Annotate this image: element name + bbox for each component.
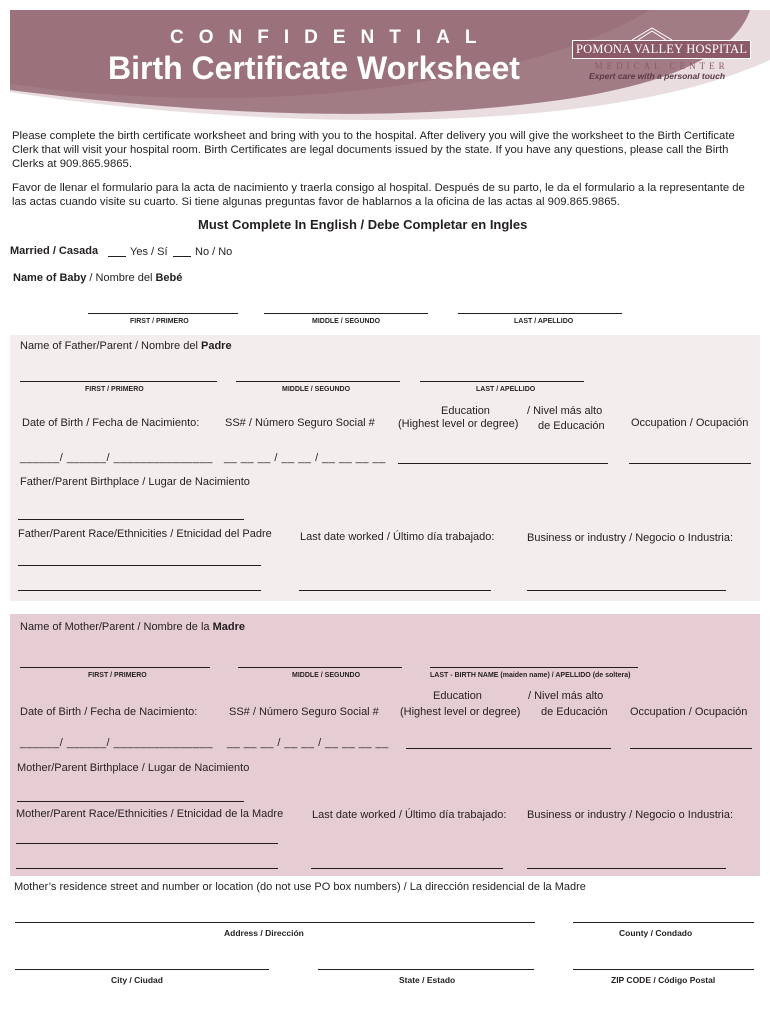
father-business-field[interactable]	[527, 590, 726, 591]
father-dob-label: Date of Birth / Fecha de Nacimiento:	[22, 417, 200, 429]
father-section	[10, 335, 760, 601]
mother-ssn-field[interactable]: __ __ __ / __ __ / __ __ __ __	[227, 737, 389, 749]
logo-subtitle: MEDICAL CENTER	[594, 61, 729, 71]
logo-tagline: Expert care with a personal touch	[589, 71, 726, 81]
intro-english: Please complete the birth certificate worksheet and bring with you to the hospital. After delivery you will give the worksheet to the Birth Certificate Clerk that will visit your hospital room. Birth Certificates are legal documents issued by the state. If you have any questions, please call the Birth Clerks at 909.865.9865.	[12, 130, 735, 170]
married-yes-blank[interactable]	[108, 256, 126, 257]
father-race-field-2[interactable]	[18, 590, 261, 591]
married-yes-label: Yes / Sí	[130, 246, 168, 258]
baby-first-field[interactable]	[88, 313, 238, 314]
mother-last-field[interactable]	[430, 667, 638, 668]
baby-last-caption: LAST / APELLIDO	[514, 318, 574, 325]
zip-field[interactable]	[573, 969, 754, 970]
county-field[interactable]	[573, 922, 754, 923]
mother-birthplace-label: Mother/Parent Birthplace / Lugar de Nacimiento	[17, 762, 250, 774]
mother-race-label: Mother/Parent Race/Ethnicities / Etnicidad de la Madre	[16, 808, 284, 820]
must-complete-heading: Must Complete In English / Debe Completar en Ingles	[198, 217, 528, 232]
mother-first-caption: FIRST / PRIMERO	[88, 672, 147, 679]
father-middle-caption: MIDDLE / SEGUNDO	[282, 386, 351, 393]
father-nivel-label: / Nivel más alto	[527, 405, 603, 417]
baby-middle-field[interactable]	[264, 313, 428, 314]
father-first-caption: FIRST / PRIMERO	[85, 386, 144, 393]
married-no-blank[interactable]	[173, 256, 191, 257]
mother-middle-field[interactable]	[238, 667, 402, 668]
father-nivel-sub: de Educación	[538, 420, 605, 432]
father-ssn-field[interactable]: __ __ __ / __ __ / __ __ __ __	[224, 452, 386, 464]
mother-business-field[interactable]	[527, 868, 726, 869]
father-occupation-label: Occupation / Ocupación	[631, 417, 749, 429]
father-race-field-1[interactable]	[18, 565, 261, 566]
mother-education-label: Education	[433, 690, 482, 702]
father-birthplace-field[interactable]	[18, 519, 244, 520]
city-field[interactable]	[15, 969, 269, 970]
married-no-label: No / No	[195, 246, 233, 258]
city-caption: City / Ciudad	[111, 975, 163, 985]
father-last-caption: LAST / APELLIDO	[476, 386, 536, 393]
zip-caption: ZIP CODE / Código Postal	[611, 975, 716, 985]
intro-spanish: Favor de llenar el formulario para la acta de nacimiento y traerla consigo al hospital. Después de su parto, le da el formulario a la representante de las actas cuando visite su cuarto. Si tiene algunas preguntas favor de hablarnos a la oficina de las actas al 909.865.9865.	[12, 182, 745, 208]
logo-name: POMONA VALLEY HOSPITAL	[572, 40, 751, 59]
mother-race-field-1[interactable]	[16, 843, 278, 844]
father-education-label: Education	[441, 405, 490, 417]
father-education-sub: (Highest level or degree)	[398, 418, 519, 430]
logo-rays-icon	[572, 26, 732, 40]
mother-last-caption: LAST - BIRTH NAME (maiden name) / APELLIDO (de soltera)	[430, 672, 631, 679]
mother-first-field[interactable]	[20, 667, 210, 668]
mother-business-label: Business or industry / Negocio o Industria:	[527, 809, 734, 821]
father-education-field[interactable]	[398, 463, 608, 464]
hospital-logo	[572, 40, 751, 71]
baby-first-caption: FIRST / PRIMERO	[130, 318, 189, 325]
page-title: Birth Certificate Worksheet	[108, 50, 520, 86]
state-field[interactable]	[318, 969, 534, 970]
address-field[interactable]	[15, 922, 535, 923]
father-ssn-label: SS# / Número Seguro Social #	[225, 417, 375, 429]
mother-birthplace-field[interactable]	[17, 801, 244, 802]
mother-last-worked-label: Last date worked / Último día trabajado:	[312, 809, 507, 821]
father-last-worked-field[interactable]	[299, 590, 491, 591]
father-middle-field[interactable]	[236, 381, 400, 382]
mother-occupation-label: Occupation / Ocupación	[630, 706, 748, 718]
father-occupation-field[interactable]	[629, 463, 751, 464]
mother-education-sub: (Highest level or degree)	[400, 706, 521, 718]
mother-dob-label: Date of Birth / Fecha de Nacimiento:	[20, 706, 198, 718]
married-label: Married / Casada	[10, 245, 99, 257]
baby-last-field[interactable]	[458, 313, 622, 314]
father-birthplace-label: Father/Parent Birthplace / Lugar de Nacimiento	[20, 476, 250, 488]
mother-nivel-label: / Nivel más alto	[528, 690, 604, 702]
mother-dob-field[interactable]: ______/ ______/ _______________	[20, 737, 213, 749]
page-header	[0, 0, 770, 125]
state-caption: State / Estado	[399, 975, 456, 985]
mother-last-worked-field[interactable]	[311, 868, 503, 869]
father-last-field[interactable]	[420, 381, 584, 382]
mother-name-label: Name of Mother/Parent / Nombre de la Madre	[20, 621, 245, 633]
mother-nivel-sub: de Educación	[541, 706, 608, 718]
address-caption: Address / Dirección	[224, 928, 304, 938]
father-business-label: Business or industry / Negocio o Industria:	[527, 532, 734, 544]
father-last-worked-label: Last date worked / Último día trabajado:	[300, 531, 495, 543]
baby-name-label: Name of Baby / Nombre del Bebé	[13, 272, 183, 284]
mother-middle-caption: MIDDLE / SEGUNDO	[292, 672, 361, 679]
father-race-label: Father/Parent Race/Ethnicities / Etnicidad del Padre	[18, 528, 272, 540]
father-first-field[interactable]	[20, 381, 217, 382]
mother-ssn-label: SS# / Número Seguro Social #	[229, 706, 379, 718]
father-dob-field[interactable]: ______/ ______/ _______________	[20, 452, 213, 464]
county-caption: County / Condado	[619, 928, 693, 938]
mother-occupation-field[interactable]	[630, 748, 752, 749]
baby-middle-caption: MIDDLE / SEGUNDO	[312, 318, 381, 325]
father-name-label: Name of Father/Parent / Nombre del Padre	[20, 340, 232, 352]
mother-race-field-2[interactable]	[16, 868, 278, 869]
confidential-heading: CONFIDENTIAL	[170, 27, 492, 48]
residence-label: Mother’s residence street and number or location (do not use PO box numbers) / La dirección residencial de la Madre	[14, 881, 586, 893]
mother-education-field[interactable]	[406, 748, 611, 749]
